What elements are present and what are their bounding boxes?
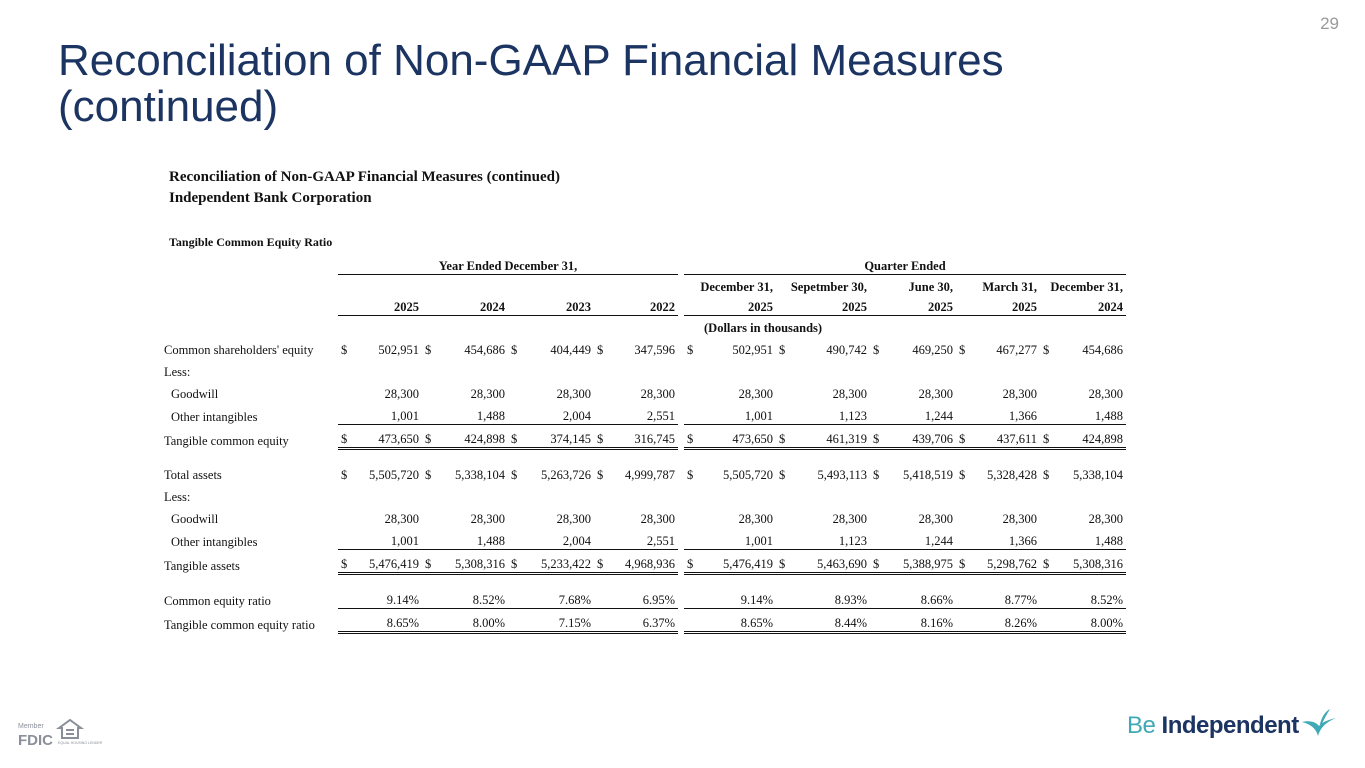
value-cell xyxy=(956,527,1040,550)
cell-value: 454,686 xyxy=(464,343,505,357)
cell-value: 1,244 xyxy=(924,534,953,548)
value-cell xyxy=(422,483,508,505)
row-label: Other intangibles xyxy=(171,409,258,424)
value-cell xyxy=(776,505,870,527)
col-header-year: 2024 xyxy=(422,295,508,316)
value-cell xyxy=(870,380,956,402)
currency-symbol: $ xyxy=(425,432,432,446)
value-cell xyxy=(422,425,508,449)
cell-value: 1,488 xyxy=(1094,534,1123,548)
cell-value: 28,300 xyxy=(556,387,591,401)
cell-value: 8.00% xyxy=(472,616,505,630)
currency-symbol: $ xyxy=(1043,557,1050,571)
value-cell xyxy=(422,609,508,633)
row-label: Tangible assets xyxy=(164,558,240,573)
value-cell xyxy=(956,358,1040,380)
units-note: (Dollars in thousands) xyxy=(704,321,823,335)
currency-symbol: $ xyxy=(511,343,518,357)
row-label: Other intangibles xyxy=(171,534,258,549)
value-cell xyxy=(684,358,776,380)
cell-value: 454,686 xyxy=(1082,343,1123,357)
cell-value: 1,366 xyxy=(1008,534,1037,548)
value-cell xyxy=(870,609,956,633)
cell-value: 1,488 xyxy=(1094,409,1123,423)
value-cell xyxy=(1040,609,1126,633)
currency-symbol: $ xyxy=(341,343,348,357)
currency-symbol: $ xyxy=(959,432,966,446)
cell-value: 28,300 xyxy=(918,387,953,401)
value-cell xyxy=(338,527,422,550)
currency-symbol: $ xyxy=(425,468,432,482)
currency-symbol: $ xyxy=(779,432,786,446)
cell-value: 28,300 xyxy=(918,512,953,526)
value-cell xyxy=(1040,586,1126,609)
currency-symbol: $ xyxy=(687,432,694,446)
value-cell xyxy=(684,586,776,609)
value-cell xyxy=(508,358,594,380)
cell-value: 6.37% xyxy=(642,616,675,630)
value-cell xyxy=(776,550,870,574)
cell-value: 2,551 xyxy=(646,534,675,548)
cell-value: 4,999,787 xyxy=(625,468,675,482)
value-cell xyxy=(956,336,1040,358)
cell-value: 28,300 xyxy=(384,387,419,401)
cell-value: 1,123 xyxy=(838,534,867,548)
cell-value: 1,366 xyxy=(1008,409,1037,423)
value-cell xyxy=(684,380,776,402)
cell-value: 28,300 xyxy=(470,387,505,401)
value-cell xyxy=(684,402,776,425)
value-cell xyxy=(594,402,678,425)
cell-value: 28,300 xyxy=(556,512,591,526)
value-cell xyxy=(508,586,594,609)
cell-value: 5,493,113 xyxy=(817,468,867,482)
cell-value: 28,300 xyxy=(640,387,675,401)
cell-value: 316,745 xyxy=(634,432,675,446)
currency-symbol: $ xyxy=(597,343,604,357)
cell-value: 28,300 xyxy=(832,387,867,401)
cell-value: 1,001 xyxy=(390,534,419,548)
value-cell xyxy=(338,380,422,402)
cell-value: 8.93% xyxy=(834,593,867,607)
value-cell xyxy=(338,358,422,380)
col-header-year: 2024 xyxy=(1040,295,1126,316)
col-header-top: June 30, xyxy=(908,280,953,294)
value-cell xyxy=(1040,483,1126,505)
value-cell xyxy=(422,402,508,425)
currency-symbol: $ xyxy=(1043,468,1050,482)
value-cell xyxy=(776,461,870,483)
table-row xyxy=(162,425,1126,449)
value-cell xyxy=(956,380,1040,402)
value-cell xyxy=(684,483,776,505)
cell-value: 1,244 xyxy=(924,409,953,423)
value-cell xyxy=(594,483,678,505)
year-ended-header: Year Ended December 31, xyxy=(338,254,678,275)
table-row xyxy=(162,586,1126,609)
brand-logo xyxy=(1127,712,1299,740)
value-cell xyxy=(1040,425,1126,449)
row-label: Common equity ratio xyxy=(164,593,271,608)
value-cell xyxy=(594,336,678,358)
value-cell xyxy=(776,380,870,402)
value-cell xyxy=(956,505,1040,527)
currency-symbol: $ xyxy=(1043,343,1050,357)
col-header-year: 2025 xyxy=(338,295,422,316)
col-header-year: 2025 xyxy=(870,295,956,316)
spacer-row xyxy=(162,449,1126,462)
value-cell xyxy=(684,336,776,358)
cell-value: 28,300 xyxy=(1002,512,1037,526)
cell-value: 424,898 xyxy=(464,432,505,446)
cell-value: 490,742 xyxy=(826,343,867,357)
value-cell xyxy=(776,336,870,358)
bird-icon xyxy=(1300,708,1338,740)
cell-value: 5,418,519 xyxy=(903,468,953,482)
value-cell xyxy=(956,483,1040,505)
col-header-year: 2025 xyxy=(684,295,776,316)
quarter-ended-header: Quarter Ended xyxy=(684,254,1126,275)
cell-value: 439,706 xyxy=(912,432,953,446)
value-cell xyxy=(594,425,678,449)
value-cell xyxy=(594,358,678,380)
value-cell xyxy=(508,550,594,574)
cell-value: 5,505,720 xyxy=(369,468,419,482)
value-cell xyxy=(956,425,1040,449)
cell-value: 9.14% xyxy=(386,593,419,607)
spacer-row xyxy=(162,574,1126,587)
cell-value: 5,233,422 xyxy=(541,557,591,571)
value-cell xyxy=(870,505,956,527)
currency-symbol: $ xyxy=(779,557,786,571)
equal-housing-icon xyxy=(58,720,103,745)
cell-value: 437,611 xyxy=(996,432,1037,446)
value-cell xyxy=(338,402,422,425)
cell-value: 7.68% xyxy=(558,593,591,607)
value-cell xyxy=(870,402,956,425)
value-cell xyxy=(776,483,870,505)
currency-symbol: $ xyxy=(1043,432,1050,446)
col-header-top: December 31, xyxy=(700,280,773,294)
value-cell xyxy=(684,609,776,633)
cell-value: 8.66% xyxy=(920,593,953,607)
col-header-year: 2023 xyxy=(508,295,594,316)
currency-symbol: $ xyxy=(597,468,604,482)
page-number: 29 xyxy=(1320,14,1339,33)
value-cell xyxy=(508,609,594,633)
cell-value: 6.95% xyxy=(642,593,675,607)
currency-symbol: $ xyxy=(873,432,880,446)
currency-symbol: $ xyxy=(511,557,518,571)
value-cell xyxy=(870,336,956,358)
cell-value: 424,898 xyxy=(1082,432,1123,446)
table-row xyxy=(162,609,1126,633)
value-cell xyxy=(776,586,870,609)
currency-symbol: $ xyxy=(959,557,966,571)
value-cell xyxy=(1040,380,1126,402)
cell-value: 1,123 xyxy=(838,409,867,423)
cell-value: 2,551 xyxy=(646,409,675,423)
cell-value: 28,300 xyxy=(738,387,773,401)
value-cell xyxy=(870,358,956,380)
row-label: Tangible common equity ratio xyxy=(164,617,315,632)
currency-symbol: $ xyxy=(341,432,348,446)
row-label: Total assets xyxy=(164,468,222,482)
cell-value: 5,328,428 xyxy=(987,468,1037,482)
cell-value: 404,449 xyxy=(550,343,591,357)
cell-value: 28,300 xyxy=(738,512,773,526)
cell-value: 502,951 xyxy=(732,343,773,357)
cell-value: 5,308,316 xyxy=(455,557,505,571)
value-cell xyxy=(684,505,776,527)
currency-symbol: $ xyxy=(341,557,348,571)
cell-value: 8.16% xyxy=(920,616,953,630)
cell-value: 5,476,419 xyxy=(369,557,419,571)
value-cell xyxy=(422,505,508,527)
currency-symbol: $ xyxy=(511,468,518,482)
cell-value: 5,505,720 xyxy=(723,468,773,482)
row-label: Goodwill xyxy=(171,387,219,401)
cell-value: 28,300 xyxy=(384,512,419,526)
currency-symbol: $ xyxy=(873,557,880,571)
cell-value: 28,300 xyxy=(1088,512,1123,526)
table-row xyxy=(162,483,1126,505)
table-row xyxy=(162,358,1126,380)
col-header-top: Sepetmber 30, xyxy=(790,280,867,294)
cell-value: 473,650 xyxy=(732,432,773,446)
col-header-top: December 31, xyxy=(1050,280,1123,294)
value-cell xyxy=(870,586,956,609)
value-cell xyxy=(1040,336,1126,358)
company-name: Independent Bank Corporation xyxy=(169,190,372,206)
equal-housing-text: EQUAL HOUSING LENDER xyxy=(58,741,103,745)
value-cell xyxy=(508,336,594,358)
row-label: Goodwill xyxy=(171,512,219,526)
value-cell xyxy=(508,505,594,527)
value-cell xyxy=(1040,550,1126,574)
table-row xyxy=(162,461,1126,483)
fdic-member-text: Member xyxy=(18,723,44,730)
row-label: Less: xyxy=(164,490,191,504)
cell-value: 469,250 xyxy=(912,343,953,357)
cell-value: 374,145 xyxy=(550,432,591,446)
value-cell xyxy=(338,586,422,609)
currency-symbol: $ xyxy=(779,468,786,482)
table-row xyxy=(162,402,1126,425)
value-cell xyxy=(870,483,956,505)
cell-value: 8.77% xyxy=(1004,593,1037,607)
value-cell xyxy=(422,358,508,380)
value-cell xyxy=(956,550,1040,574)
cell-value: 502,951 xyxy=(378,343,419,357)
cell-value: 467,277 xyxy=(996,343,1037,357)
currency-symbol: $ xyxy=(687,557,694,571)
value-cell xyxy=(870,425,956,449)
value-cell xyxy=(338,505,422,527)
cell-value: 2,004 xyxy=(562,409,591,423)
row-label: Common shareholders' equity xyxy=(164,343,314,357)
currency-symbol: $ xyxy=(341,468,348,482)
cell-value: 9.14% xyxy=(740,593,773,607)
cell-value: 5,308,316 xyxy=(1073,557,1123,571)
cell-value: 461,319 xyxy=(826,432,867,446)
value-cell xyxy=(422,461,508,483)
value-cell xyxy=(508,402,594,425)
value-cell xyxy=(870,461,956,483)
value-cell xyxy=(956,609,1040,633)
col-header-top: March 31, xyxy=(982,280,1037,294)
value-cell xyxy=(338,336,422,358)
value-cell xyxy=(956,461,1040,483)
currency-symbol: $ xyxy=(959,468,966,482)
value-cell xyxy=(594,527,678,550)
cell-value: 28,300 xyxy=(832,512,867,526)
table-row xyxy=(162,336,1126,358)
value-cell xyxy=(1040,505,1126,527)
cell-value: 5,338,104 xyxy=(455,468,505,482)
value-cell xyxy=(508,425,594,449)
cell-value: 5,298,762 xyxy=(987,557,1037,571)
row-label: Less: xyxy=(164,365,191,379)
value-cell xyxy=(594,505,678,527)
value-cell xyxy=(508,483,594,505)
cell-value: 2,004 xyxy=(562,534,591,548)
value-cell xyxy=(422,380,508,402)
value-cell xyxy=(594,461,678,483)
col-header-year: 2025 xyxy=(956,295,1040,316)
value-cell xyxy=(594,380,678,402)
value-cell xyxy=(956,586,1040,609)
slide-title: Reconciliation of Non-GAAP Financial Measures (continued) xyxy=(58,36,1004,131)
table-row xyxy=(162,380,1126,402)
cell-value: 8.44% xyxy=(834,616,867,630)
value-cell xyxy=(594,609,678,633)
cell-value: 1,001 xyxy=(744,409,773,423)
cell-value: 1,001 xyxy=(390,409,419,423)
col-header-year: 2022 xyxy=(594,295,678,316)
cell-value: 5,476,419 xyxy=(723,557,773,571)
brand-name: Independent xyxy=(1161,712,1299,739)
value-cell xyxy=(684,527,776,550)
cell-value: 8.65% xyxy=(386,616,419,630)
table-row xyxy=(162,527,1126,550)
table-row xyxy=(162,505,1126,527)
value-cell xyxy=(776,527,870,550)
cell-value: 4,968,936 xyxy=(625,557,675,571)
row-label: Tangible common equity xyxy=(164,433,289,448)
currency-symbol: $ xyxy=(687,343,694,357)
table-title: Reconciliation of Non-GAAP Financial Measures (continued) xyxy=(169,169,560,185)
value-cell xyxy=(956,402,1040,425)
currency-symbol: $ xyxy=(425,557,432,571)
value-cell xyxy=(422,586,508,609)
col-header-year: 2025 xyxy=(776,295,870,316)
value-cell xyxy=(776,609,870,633)
value-cell xyxy=(684,550,776,574)
value-cell xyxy=(594,550,678,574)
cell-value: 347,596 xyxy=(634,343,675,357)
cell-value: 5,388,975 xyxy=(903,557,953,571)
value-cell xyxy=(422,527,508,550)
fdic-equal-housing-logo xyxy=(18,718,103,752)
cell-value: 28,300 xyxy=(1002,387,1037,401)
cell-value: 5,463,690 xyxy=(817,557,867,571)
currency-symbol: $ xyxy=(873,468,880,482)
value-cell xyxy=(338,461,422,483)
currency-symbol: $ xyxy=(597,557,604,571)
value-cell xyxy=(508,380,594,402)
value-cell xyxy=(1040,402,1126,425)
value-cell xyxy=(776,425,870,449)
value-cell xyxy=(338,550,422,574)
brand-be: Be xyxy=(1127,712,1156,739)
value-cell xyxy=(1040,461,1126,483)
value-cell xyxy=(776,358,870,380)
value-cell xyxy=(508,527,594,550)
cell-value: 28,300 xyxy=(1088,387,1123,401)
currency-symbol: $ xyxy=(425,343,432,357)
cell-value: 28,300 xyxy=(640,512,675,526)
cell-value: 8.26% xyxy=(1004,616,1037,630)
value-cell xyxy=(594,586,678,609)
value-cell xyxy=(684,425,776,449)
cell-value: 8.52% xyxy=(1090,593,1123,607)
currency-symbol: $ xyxy=(779,343,786,357)
cell-value: 1,001 xyxy=(744,534,773,548)
value-cell xyxy=(1040,527,1126,550)
value-cell xyxy=(684,461,776,483)
value-cell xyxy=(776,402,870,425)
value-cell xyxy=(508,461,594,483)
currency-symbol: $ xyxy=(511,432,518,446)
cell-value: 473,650 xyxy=(378,432,419,446)
value-cell xyxy=(338,483,422,505)
cell-value: 28,300 xyxy=(470,512,505,526)
cell-value: 7.15% xyxy=(558,616,591,630)
value-cell xyxy=(1040,358,1126,380)
currency-symbol: $ xyxy=(959,343,966,357)
value-cell xyxy=(338,425,422,449)
fdic-text: FDIC xyxy=(18,732,53,749)
section-title: Tangible Common Equity Ratio xyxy=(169,235,333,249)
table-row xyxy=(162,550,1126,574)
value-cell xyxy=(338,609,422,633)
cell-value: 5,338,104 xyxy=(1073,468,1123,482)
cell-value: 8.52% xyxy=(472,593,505,607)
currency-symbol: $ xyxy=(687,468,694,482)
tangible-common-equity-table xyxy=(162,254,1126,634)
cell-value: 1,488 xyxy=(476,534,505,548)
cell-value: 8.00% xyxy=(1090,616,1123,630)
value-cell xyxy=(870,527,956,550)
value-cell xyxy=(870,550,956,574)
cell-value: 8.65% xyxy=(740,616,773,630)
value-cell xyxy=(422,550,508,574)
currency-symbol: $ xyxy=(597,432,604,446)
value-cell xyxy=(422,336,508,358)
cell-value: 5,263,726 xyxy=(541,468,591,482)
cell-value: 1,488 xyxy=(476,409,505,423)
currency-symbol: $ xyxy=(873,343,880,357)
